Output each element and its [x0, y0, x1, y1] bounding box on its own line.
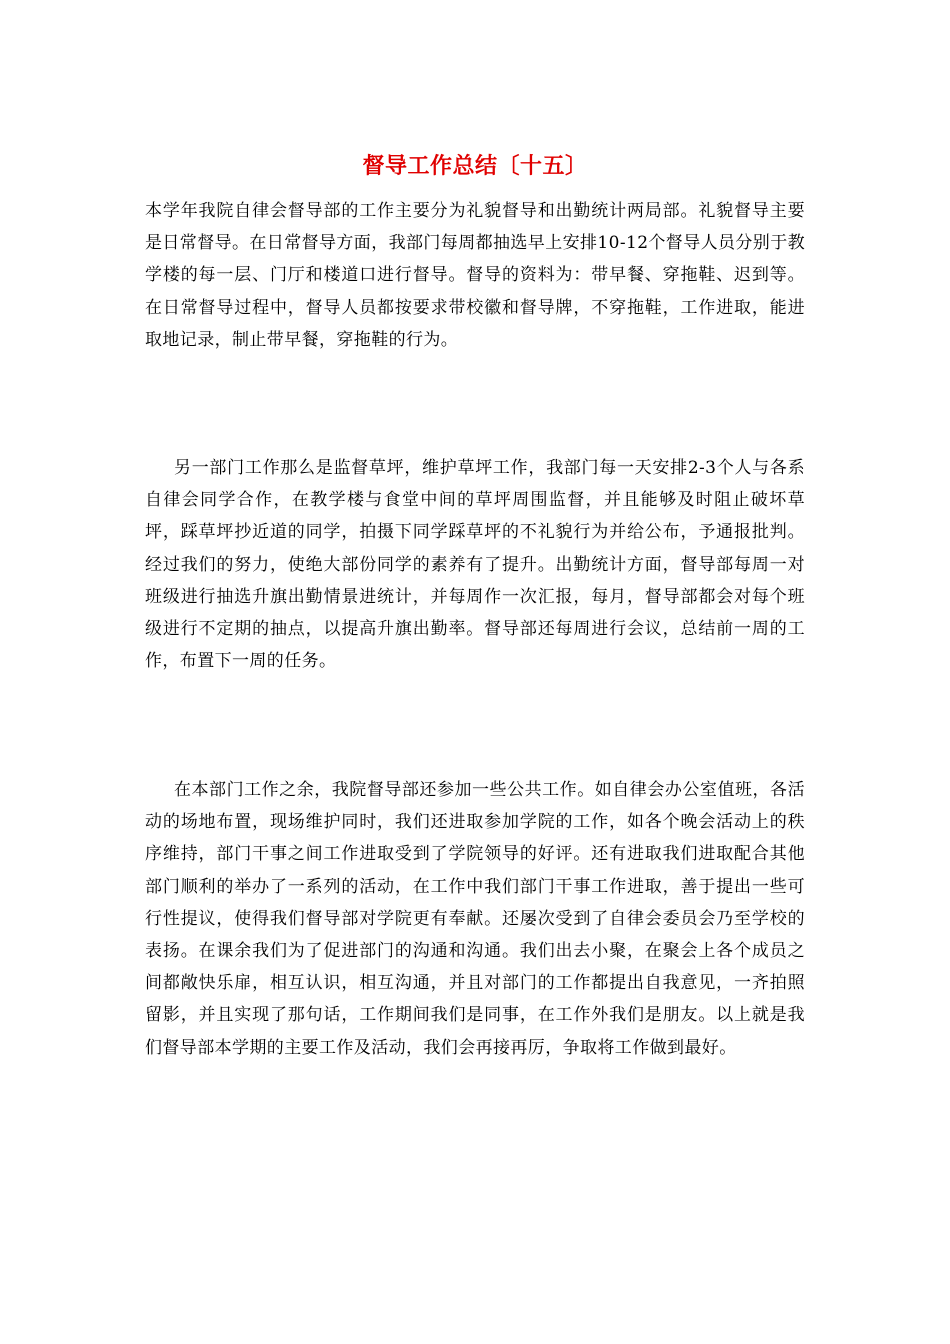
paragraph-2: 另一部门工作那么是监督草坪，维护草坪工作，我部门每一天安排2-3个人与各系自律会同学合作，在教学楼与食堂中间的草坪周围监督，并且能够及时阻止破坏草坪，踩草坪抄近道的同学，拍摄下同学踩草坪的不礼貌行为并给公布，予通报批判。经过我们的努力，使绝大部份同学的素养有了提升。出勤统计方面，督导部每周一对班级进行抽选升旗出勤情景进统计，并每周作一次汇报，每月，督导部都会对每个班级进行不定期的抽点，以提高升旗出勤率。督导部还每周进行会议，总结前一周的工作，布置下一周的任务。 — [145, 458, 805, 672]
document-title: 督导工作总结〔十五〕 — [362, 153, 588, 179]
paragraph-1: 本学年我院自律会督导部的工作主要分为礼貌督导和出勤统计两局部。礼貌督导主要是日常督导。在日常督导方面，我部门每周都抽选早上安排10-12个督导人员分别于教学楼的每一层、门厅和楼道口进行督导。督导的资料为：带早餐、穿拖鞋、迟到等。在日常督导过程中，督导人员都按要求带校徽和督导牌，不穿拖鞋，工作进取，能进取地记录，制止带早餐，穿拖鞋的行为。 — [145, 201, 806, 350]
paragraph-3: 在本部门工作之余，我院督导部还参加一些公共工作。如自律会办公室值班，各活动的场地布置，现场维护同时，我们还进取参加学院的工作，如各个晚会活动上的秩序维持，部门干事之间工作进取受到了学院领导的好评。还有进取我们进取配合其他部门顺利的举办了一系列的活动，在工作中我们部门干事工作进取，善于提出一些可行性提议，使得我们督导部对学院更有奉献。还屡次受到了自律会委员会乃至学校的表扬。在课余我们为了促进部门的沟通和沟通。我们出去小聚，在聚会上各个成员之间都敞快乐扉，相互认识，相互沟通，并且对部门的工作都提出自我意见，一齐拍照留影，并且实现了那句话，工作期间我们是同事，在工作外我们是朋友。以上就是我们督导部本学期的主要工作及活动，我们会再接再厉，争取将工作做到最好。 — [145, 780, 805, 1058]
